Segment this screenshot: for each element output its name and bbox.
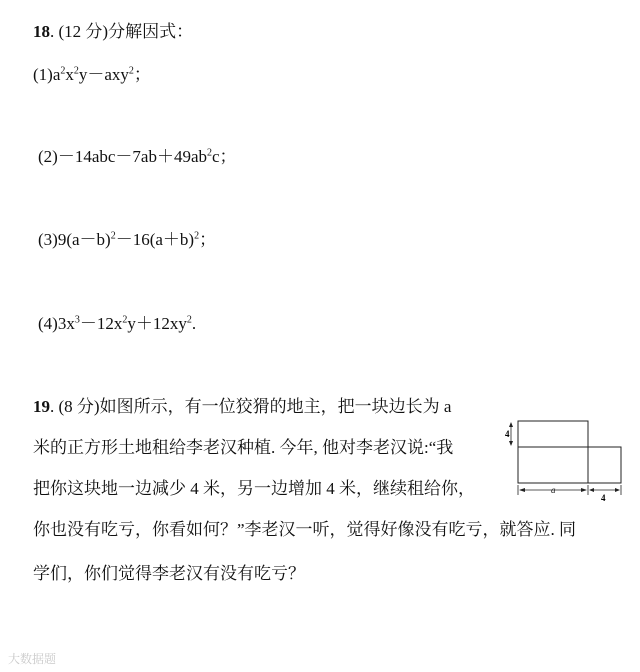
- q18-item-4: $(4)3x^3-12x^2y+12xy^2$.: [38, 314, 197, 333]
- dim-4-arrow-right: [615, 488, 620, 492]
- land-diagram: [505, 413, 623, 507]
- q19-line-5: 学们，你们觉得李老汉有没有吃亏？: [33, 564, 305, 583]
- q19-number: 19: [33, 397, 50, 416]
- dim-a-arrow-left: [519, 488, 525, 492]
- original-square: [518, 421, 588, 447]
- q18-header: [33, 21, 193, 43]
- dim-a-arrow-right: [581, 488, 587, 492]
- modified-rectangle: [518, 447, 621, 483]
- watermark: 大数据题: [8, 652, 57, 666]
- q18-item-3: $(3)9(a-b)^2-16(a+b)^2$；: [38, 230, 217, 249]
- dim-left-arrow-top: [509, 422, 513, 427]
- dim-left-arrow-bottom: [509, 441, 513, 446]
- dim-4-label: 4: [601, 493, 606, 503]
- q18-number: 18: [33, 22, 50, 41]
- q19-line-3: 把你这块地一边减少 4 米，另一边增加 4 米，继续租给你，: [33, 479, 475, 498]
- q19-line-4: 你也没有吃亏，你看如何？”李老汉一听，觉得好像没有吃亏，就答应. 同: [33, 520, 577, 539]
- q19-line-1: 19. (8 分)如图所示，有一位狡猾的地主，把一块边长为 a: [33, 397, 452, 416]
- dim-left-label: 4: [505, 429, 510, 439]
- dim-4-arrow-left: [589, 488, 594, 492]
- q18-item-1: $(1)a^2x^2y-axy^2$；: [33, 65, 151, 84]
- dim-a-label: a: [551, 485, 556, 495]
- q18-stem: . (12 分)分解因式：: [50, 22, 194, 41]
- q19-line-2: 米的正方形土地租给李老汉种植. 今年, 他对李老汉说:“我: [33, 438, 454, 457]
- q18-item-2: $(2)-14abc-7ab+49ab^2c$；: [38, 147, 237, 166]
